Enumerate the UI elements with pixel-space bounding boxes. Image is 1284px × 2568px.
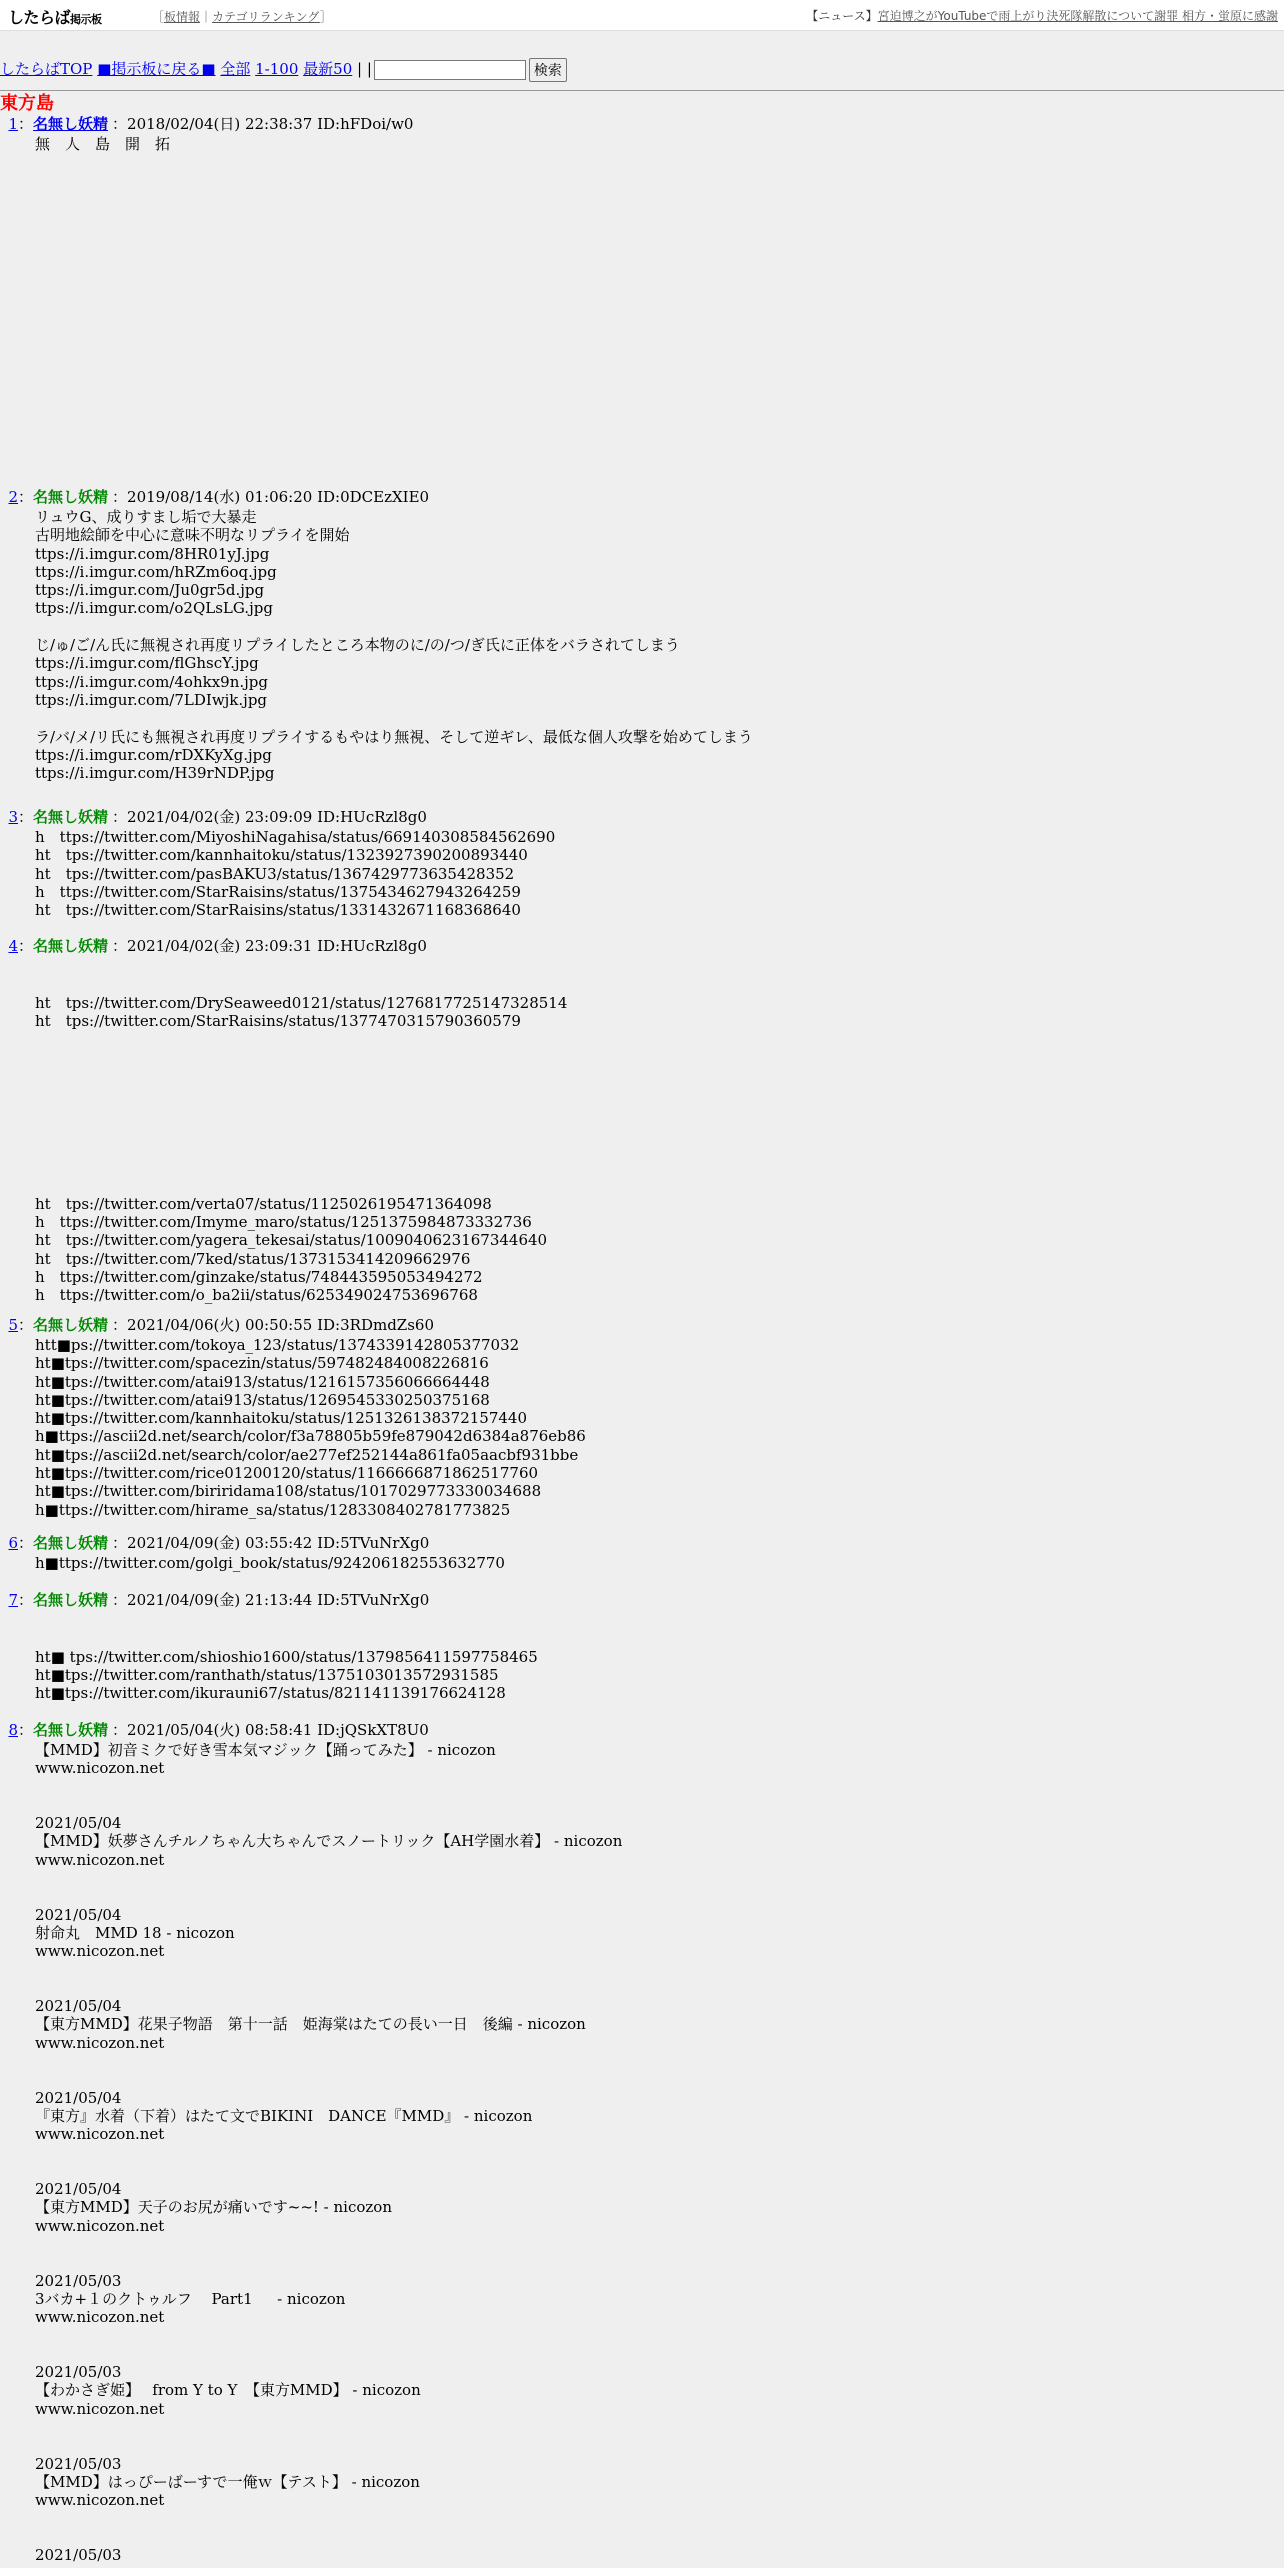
bracket-close: ］ xyxy=(319,10,332,24)
post-number-colon: ： xyxy=(18,808,34,826)
post-body xyxy=(35,957,567,1305)
post-number-colon: ： xyxy=(18,115,34,133)
post-header xyxy=(0,808,427,826)
post-line: ht■tps://twitter.com/atai913/status/1216157356066664448 xyxy=(35,1372,490,1391)
poster-name: 名無し妖精 xyxy=(33,1721,109,1739)
blank-line xyxy=(35,2253,622,2271)
post-line: 【東方MMD】花果子物語 第十一話 姫海棠はたての長い一日 後編 - nicozon xyxy=(35,2015,586,2034)
range-link[interactable]: 1-100 xyxy=(255,60,299,78)
blank-line xyxy=(35,2052,622,2070)
header-links xyxy=(152,8,332,25)
post-meta: ：2021/04/09(金) 21:13:44 ID:5TVuNrXg0 xyxy=(112,1591,430,1609)
blank-line xyxy=(35,2528,622,2546)
post-number-link[interactable]: 8 xyxy=(8,1721,18,1739)
post-number-colon: ： xyxy=(18,1316,34,1334)
post-line: ht tps://twitter.com/StarRaisins/status/1331432671168368640 xyxy=(35,901,521,920)
post-number-colon: ： xyxy=(18,1591,34,1609)
blank-line xyxy=(35,2070,622,2088)
post-line: www.nicozon.net xyxy=(35,2308,165,2327)
blank-line xyxy=(35,1067,567,1085)
post-line: ht■tps://twitter.com/kannhaitoku/status/1251326138372157440 xyxy=(35,1409,527,1428)
board-info-link[interactable]: 板情報 xyxy=(164,10,201,24)
post-line: ht■tps://twitter.com/biriridama108/status/1017029773330034688 xyxy=(35,1482,542,1501)
blank-line xyxy=(35,1030,567,1048)
post-line: 2021/05/04 xyxy=(35,1814,122,1833)
post-number-link[interactable]: 6 xyxy=(8,1534,18,1552)
post-line: ttps://i.imgur.com/H39rNDP.jpg xyxy=(35,764,275,783)
blank-line xyxy=(35,1048,567,1066)
post-line: 2021/05/03 xyxy=(35,2546,122,2565)
blank-line xyxy=(35,1869,622,1887)
blank-line xyxy=(35,2509,622,2527)
post-line: ttps://i.imgur.com/4ohkx9n.jpg xyxy=(35,672,268,691)
post-meta: ：2021/04/02(金) 23:09:09 ID:HUcRzl8g0 xyxy=(112,808,427,826)
blank-line xyxy=(35,1140,567,1158)
blank-line xyxy=(35,975,567,993)
news-ticker xyxy=(806,7,1278,24)
blank-line xyxy=(35,2345,622,2363)
post-line: www.nicozon.net xyxy=(35,2125,165,2144)
poster-name[interactable]: 名無し妖精 xyxy=(33,115,109,133)
poster-name: 名無し妖精 xyxy=(33,1591,109,1609)
post-meta: ：2021/05/04(火) 08:58:41 ID:jQSkXT8U0 xyxy=(112,1721,429,1739)
poster-name: 名無し妖精 xyxy=(33,808,109,826)
post-line: 2021/05/03 xyxy=(35,2363,122,2382)
post-line: ttps://i.imgur.com/7LDIwjk.jpg xyxy=(35,690,268,709)
poster-name: 名無し妖精 xyxy=(33,937,109,955)
blank-line xyxy=(35,2436,622,2454)
post-line: 【MMD】妖夢さんチルノちゃん大ちゃんでスノートリック【AH学園水着】 - nicozon xyxy=(35,1832,623,1851)
post-header xyxy=(0,937,427,955)
post-header xyxy=(0,488,429,506)
logo-text: したらば xyxy=(8,8,71,27)
post-line: ht■tps://twitter.com/spacezin/status/597482484008226816 xyxy=(35,1354,489,1373)
blank-line xyxy=(35,1887,622,1905)
post-line: htt■ps://twitter.com/tokoya_123/status/1374339142805377032 xyxy=(35,1336,520,1354)
post-line: www.nicozon.net xyxy=(35,2033,165,2052)
header-divider xyxy=(0,90,1284,91)
blank-line xyxy=(35,1778,622,1796)
blank-line xyxy=(35,2162,622,2180)
post-line: 『東方』水着（下着）はたて文でBIKINI DANCE『MMD』 - nicozon xyxy=(35,2106,533,2125)
post-number-link[interactable]: 3 xyxy=(8,808,18,826)
post-line: ht■tps://twitter.com/ikurauni67/status/821141139176624128 xyxy=(35,1684,506,1703)
post-line: ht tps://twitter.com/7ked/status/1373153414209662976 xyxy=(35,1249,471,1268)
post-line: h ttps://twitter.com/ginzake/status/748443595053494272 xyxy=(35,1268,483,1287)
post-header xyxy=(0,1534,429,1552)
thread-title: 東方島 xyxy=(0,93,54,114)
post-line: 3バカ+１のクトゥルフ Part1 - nicozon xyxy=(35,2289,346,2308)
post-number-colon: ： xyxy=(18,488,34,506)
blank-line xyxy=(35,1122,567,1140)
blank-line xyxy=(35,1158,567,1176)
post-line: 2021/05/03 xyxy=(35,2454,122,2473)
post-line: ht■tps://twitter.com/ranthath/status/1375103013572931585 xyxy=(35,1665,499,1684)
blank-line xyxy=(35,1103,567,1121)
post-header xyxy=(0,115,413,133)
blank-line xyxy=(35,2418,622,2436)
site-header xyxy=(0,0,1284,31)
post-line: ht tps://twitter.com/yagera_tekesai/status/1009040623167344640 xyxy=(35,1231,548,1250)
post-line: h■ttps://twitter.com/hirame_sa/status/1283308402781773825 xyxy=(35,1500,511,1519)
post-line: ラ/バ/メ/リ氏にも無視され再度リプライするもやはり無視、そして逆ギレ、最低な個人攻撃を始めてしまう xyxy=(35,727,753,746)
blank-line xyxy=(35,1629,538,1647)
post-line: ttps://i.imgur.com/flGhscY.jpg xyxy=(35,654,259,673)
post-line: ht tps://twitter.com/pasBAKU3/status/1367429773635428352 xyxy=(35,864,515,883)
link-separator: ｜ xyxy=(200,10,213,24)
post-line: www.nicozon.net xyxy=(35,2216,165,2235)
post-line: www.nicozon.net xyxy=(35,2399,165,2418)
post-number-link[interactable]: 7 xyxy=(8,1591,18,1609)
blank-line xyxy=(35,1177,567,1195)
nav-divider: | | xyxy=(357,60,372,78)
blank-line xyxy=(35,2327,622,2345)
post-line: 2021/05/04 xyxy=(35,1997,122,2016)
post-meta: ：2021/04/02(金) 23:09:31 ID:HUcRzl8g0 xyxy=(112,937,427,955)
logo-subtext: 掲示板 xyxy=(70,13,102,26)
post-header xyxy=(0,1316,434,1334)
post-line: ht tps://twitter.com/verta07/status/1125026195471364098 xyxy=(35,1194,492,1213)
back-to-board-link[interactable]: ■掲示板に戻る■ xyxy=(97,60,216,78)
post-line: ttps://i.imgur.com/8HR01yJ.jpg xyxy=(35,544,270,563)
post-meta: ：2021/04/09(金) 03:55:42 ID:5TVuNrXg0 xyxy=(112,1534,430,1552)
blank-line xyxy=(35,1796,622,1814)
post-line: 2021/05/04 xyxy=(35,1905,122,1924)
category-ranking-link[interactable]: カテゴリランキング xyxy=(212,10,320,24)
blank-line xyxy=(35,618,753,636)
post-body xyxy=(35,135,170,153)
thread-nav xyxy=(0,57,1284,81)
blank-line xyxy=(35,709,753,727)
post-line: 【わかさぎ姫】 from Y to Y 【東方MMD】 - nicozon xyxy=(35,2381,421,2400)
post-body xyxy=(35,508,753,782)
post-line: 【MMD】初音ミクで好き雪本気マジック【踊ってみた】 - nicozon xyxy=(35,1741,496,1759)
post-number-colon: ： xyxy=(18,1534,34,1552)
latest-50-link[interactable]: 最新50 xyxy=(303,60,353,78)
post-line: h ttps://twitter.com/MiyoshiNagahisa/status/669140308584562690 xyxy=(35,828,556,846)
blank-line xyxy=(35,2144,622,2162)
post-line: 【MMD】はっぴーばーすで一俺ｗ【テスト】 - nicozon xyxy=(35,2472,420,2491)
post-line: www.nicozon.net xyxy=(35,1759,165,1778)
post-line: h ttps://twitter.com/StarRaisins/status/1375434627943264259 xyxy=(35,882,521,901)
news-link[interactable]: 宮迫博之がYouTubeで雨上がり決死隊解散について謝罪 相方・蛍原に感謝 xyxy=(877,9,1278,23)
post-body xyxy=(35,1336,586,1519)
post-number-link[interactable]: 4 xyxy=(8,937,18,955)
post-line: www.nicozon.net xyxy=(35,1850,165,1869)
bracket-open: ［ xyxy=(152,10,165,24)
search-button[interactable]: 検索 xyxy=(529,58,567,82)
post-line: ttps://i.imgur.com/o2QLsLG.jpg xyxy=(35,599,273,618)
post-line: じ/ゅ/ご/ん氏に無視され再度リプライしたところ本物のに/の/つ/ぎ氏に正体をバラされてしまう xyxy=(35,636,680,655)
news-label: 【ニュース】 xyxy=(806,9,878,23)
post-line: 射命丸 MMD 18 - nicozon xyxy=(35,1923,235,1942)
post-number-link[interactable]: 1 xyxy=(8,115,18,133)
post-number-colon: ： xyxy=(18,937,34,955)
post-line: ttps://i.imgur.com/rDXKyXg.jpg xyxy=(35,745,272,764)
post-header xyxy=(0,1591,429,1609)
blank-line xyxy=(35,1611,538,1629)
post-line: h ttps://twitter.com/Imyme_maro/status/1251375984873332736 xyxy=(35,1213,532,1232)
shitaraba-top-link[interactable]: したらばTOP xyxy=(0,60,93,78)
post-line: ht tps://twitter.com/kannhaitoku/status/1323927390200893440 xyxy=(35,846,528,865)
post-line: 【東方MMD】天子のお尻が痛いです~~! - nicozon xyxy=(35,2198,392,2217)
post-header xyxy=(0,1721,429,1739)
post-line: ttps://i.imgur.com/hRZm6oq.jpg xyxy=(35,562,277,581)
post-line: 古明地絵師を中心に意味不明なリプライを開始 xyxy=(35,526,350,545)
post-line: h ttps://twitter.com/o_ba2ii/status/625349024753696768 xyxy=(35,1286,478,1305)
blank-line xyxy=(35,1961,622,1979)
post-line: h■ttps://twitter.com/golgi_book/status/924206182553632770 xyxy=(35,1554,505,1572)
post-line: ttps://i.imgur.com/Ju0gr5d.jpg xyxy=(35,581,265,600)
post-line: 無 人 島 開 拓 xyxy=(35,135,171,153)
post-number-colon: ： xyxy=(18,1721,34,1739)
post-number-link[interactable]: 5 xyxy=(8,1316,18,1334)
blank-line xyxy=(35,1979,622,1997)
post-meta: ：2019/08/14(水) 01:06:20 ID:0DCEzXIE0 xyxy=(112,488,430,506)
post-line: 2021/05/03 xyxy=(35,2271,122,2290)
post-line: 2021/05/04 xyxy=(35,2088,122,2107)
poster-name: 名無し妖精 xyxy=(33,488,109,506)
blank-line xyxy=(35,957,567,975)
search-input[interactable] xyxy=(374,60,526,80)
post-body xyxy=(35,828,555,919)
post-meta: ：2021/04/06(火) 00:50:55 ID:3RDmdZs60 xyxy=(112,1316,434,1334)
post-line: ht■tps://ascii2d.net/search/color/ae277ef252144a861fa05aacbf931bbe xyxy=(35,1445,579,1464)
poster-name: 名無し妖精 xyxy=(33,1534,109,1552)
site-logo[interactable] xyxy=(8,5,102,28)
post-line: ht tps://twitter.com/StarRaisins/status/1377470315790360579 xyxy=(35,1011,521,1030)
post-line: 2021/05/04 xyxy=(35,2180,122,2199)
post-line: ht■ tps://twitter.com/shioshio1600/status/1379856411597758465 xyxy=(35,1647,538,1666)
post-line: リュウG、成りすまし垢で大暴走 xyxy=(35,508,257,526)
post-line: ht■tps://twitter.com/atai913/status/1269545330250375168 xyxy=(35,1390,490,1409)
post-body xyxy=(35,1741,622,2564)
post-number-link[interactable]: 2 xyxy=(8,488,18,506)
post-line: ht■tps://twitter.com/rice01200120/status/1166666871862517760 xyxy=(35,1464,539,1483)
post-line: www.nicozon.net xyxy=(35,1942,165,1961)
poster-name: 名無し妖精 xyxy=(33,1316,109,1334)
blank-line xyxy=(35,2235,622,2253)
post-line: h■ttps://ascii2d.net/search/color/f3a78805b59fe879042d6384a876eb86 xyxy=(35,1427,586,1446)
post-line: www.nicozon.net xyxy=(35,2491,165,2510)
post-meta: ：2018/02/04(日) 22:38:37 ID:hFDoi/w0 xyxy=(112,115,414,133)
post-line: ht tps://twitter.com/DrySeaweed0121/status/1276817725147328514 xyxy=(35,993,568,1012)
post-body xyxy=(35,1611,538,1702)
all-posts-link[interactable]: 全部 xyxy=(220,60,251,78)
post-body xyxy=(35,1554,505,1572)
blank-line xyxy=(35,1085,567,1103)
